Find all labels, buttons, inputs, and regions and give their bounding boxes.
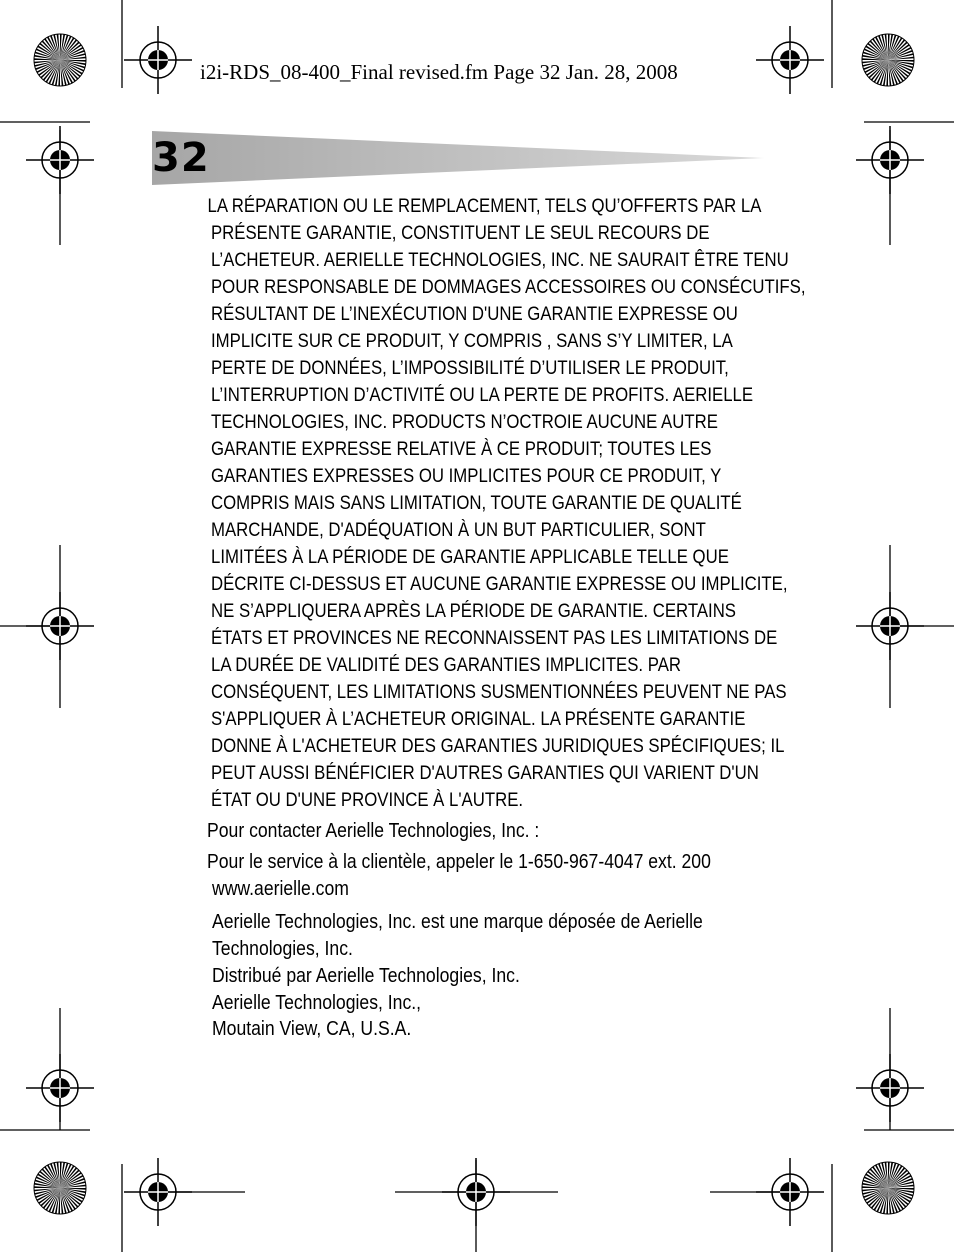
warranty-line: LIMITÉES À LA PÉRIODE DE GARANTIE APPLICABLE TELLE QUE [211, 546, 729, 568]
warranty-line: L’ACHETEUR. AERIELLE TECHNOLOGIES, INC. NE SAURAIT ÊTRE TENU [211, 249, 789, 271]
warranty-line: IMPLICITE SUR CE PRODUIT, Y COMPRIS , SANS S’Y LIMITER, LA [211, 330, 733, 352]
warranty-line: ÉTATS ET PROVINCES NE RECONNAISSENT PAS LES LIMITATIONS DE [211, 627, 778, 649]
warranty-line: GARANTIE EXPRESSE RELATIVE À CE PRODUIT; TOUTES LES [211, 438, 712, 460]
warranty-line: TECHNOLOGIES, INC. PRODUCTS N’OCTROIE AUCUNE AUTRE [211, 411, 718, 433]
registration-mark [26, 126, 94, 194]
distributed-by: Distribué par Aerielle Technologies, Inc. [212, 965, 520, 987]
warranty-line: DÉCRITE CI-DESSUS ET AUCUNE GARANTIE EXPRESSE OU IMPLICITE, [211, 573, 788, 595]
page-number: 32 [152, 135, 210, 181]
starburst-top-right [862, 34, 914, 86]
warranty-line: RÉSULTANT DE L’INEXÉCUTION D'UNE GARANTIE EXPRESSE OU [211, 303, 738, 325]
registration-mark [26, 592, 94, 660]
trademark-line-1: Aerielle Technologies, Inc. est une marque déposée de Aerielle [212, 911, 703, 933]
warranty-line: L’INTERRUPTION D’ACTIVITÉ OU LA PERTE DE PROFITS. AERIELLE [211, 384, 754, 406]
warranty-line: MARCHANDE, D'ADÉQUATION À UN BUT PARTICULIER, SONT [211, 519, 706, 541]
page-number-bar [152, 131, 764, 185]
registration-mark [124, 26, 192, 94]
company-name: Aerielle Technologies, Inc., [212, 992, 422, 1014]
registration-mark [756, 1158, 824, 1226]
warranty-disclaimer [207, 193, 806, 814]
warranty-line: S'APPLIQUER À L’ACHETEUR ORIGINAL. LA PRÉSENTE GARANTIE [211, 708, 746, 730]
starburst-bottom-left [34, 1162, 86, 1214]
registration-mark [856, 592, 924, 660]
warranty-line: DONNE À L'ACHETEUR DES GARANTIES JURIDIQUES SPÉCIFIQUES; IL [211, 735, 785, 757]
starburst-bottom-right [862, 1162, 914, 1214]
registration-mark [856, 1054, 924, 1122]
warranty-line: CONSÉQUENT, LES LIMITATIONS SUSMENTIONNÉES PEUVENT NE PAS [211, 681, 787, 703]
warranty-line: POUR RESPONSABLE DE DOMMAGES ACCESSOIRES OU CONSÉCUTIFS, [211, 276, 806, 298]
website-link[interactable]: www.aerielle.com [212, 878, 349, 900]
trademark-line-2: Technologies, Inc. [212, 938, 353, 960]
registration-mark [124, 1158, 192, 1226]
file-header: i2i-RDS_08-400_Final revised.fm Page 32 Jan. 28, 2008 [200, 60, 678, 84]
warranty-line: GARANTIES EXPRESSES OU IMPLICITES POUR CE PRODUIT, Y [211, 465, 722, 487]
warranty-line: COMPRIS MAIS SANS LIMITATION, TOUTE GARANTIE DE QUALITÉ [211, 492, 742, 514]
warranty-line: LA DURÉE DE VALIDITÉ DES GARANTIES IMPLICITES. PAR [211, 654, 681, 676]
registration-mark [856, 126, 924, 194]
warranty-line: LA RÉPARATION OU LE REMPLACEMENT, TELS QU’OFFERTS PAR LA [207, 195, 762, 217]
warranty-line: PRÉSENTE GARANTIE, CONSTITUENT LE SEUL RECOURS DE [211, 222, 710, 244]
warranty-line: ÉTAT OU D'UNE PROVINCE À L'AUTRE. [211, 789, 524, 811]
registration-mark [26, 1054, 94, 1122]
warranty-line: PERTE DE DONNÉES, L’IMPOSSIBILITÉ D’UTILISER LE PRODUIT, [211, 357, 729, 379]
customer-service-line: Pour le service à la clientèle, appeler le 1-650-967-4047 ext. 200 [207, 851, 711, 873]
warranty-line: PEUT AUSSI BÉNÉFICIER D'AUTRES GARANTIES QUI VARIENT D'UN [211, 762, 759, 784]
starburst-top-left [34, 34, 86, 86]
warranty-line: NE S’APPLIQUERA APRÈS LA PÉRIODE DE GARANTIE. CERTAINS [211, 600, 737, 622]
registration-mark [756, 26, 824, 94]
registration-mark [442, 1158, 510, 1226]
company-address: Moutain View, CA, U.S.A. [212, 1018, 412, 1040]
contact-heading: Pour contacter Aerielle Technologies, Inc. : [207, 820, 540, 842]
